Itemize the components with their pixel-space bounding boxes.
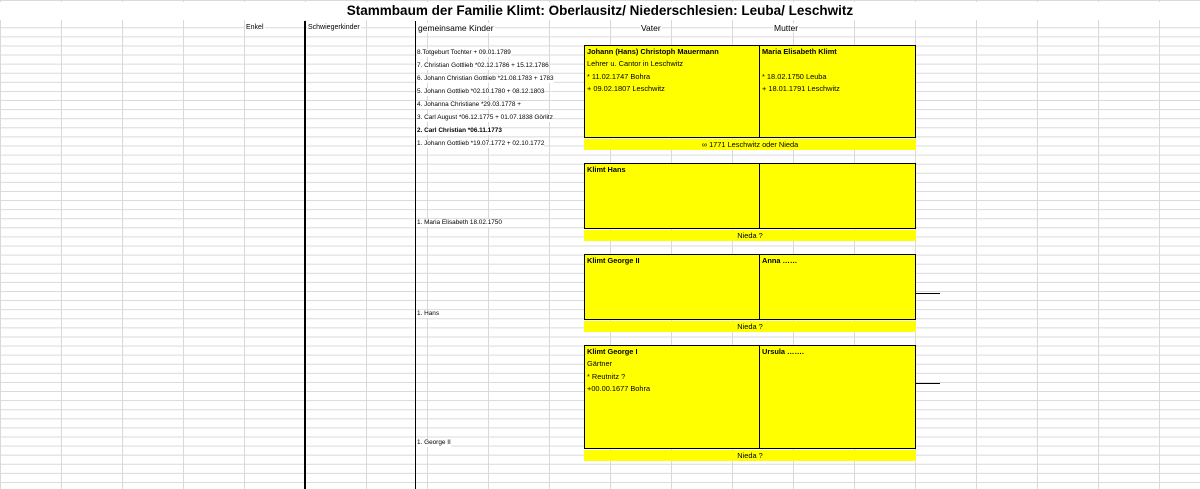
connector-line <box>916 383 940 384</box>
mother-death: + 18.01.1791 Leschwitz <box>762 83 840 93</box>
marriage-bar: Nieda ? <box>584 450 916 461</box>
child-entry: 5. Johann Gottlieb *02.10.1780 + 08.12.1803 <box>417 88 545 95</box>
mother-name: Maria Elisabeth Klimt <box>762 47 837 56</box>
child-entry: 7. Christian Gottlieb *02.12.1786 + 15.12.1786 <box>417 62 549 69</box>
father-death: +00.00.1677 Bohra <box>587 383 651 393</box>
father-death: + 09.02.1807 Leschwitz <box>587 83 665 93</box>
child-entry: 1. George II <box>417 439 451 446</box>
mother-cell <box>760 46 915 137</box>
column-header-kinder: gemeinsame Kinder <box>418 23 494 33</box>
father-birth: * Reutnitz ? <box>587 371 626 381</box>
marriage-bar: ∞ 1771 Leschwitz oder Nieda <box>584 139 916 150</box>
father-detail: Lehrer u. Cantor in Leschwitz <box>587 59 684 69</box>
parents-box <box>584 45 916 138</box>
divider-kinder <box>415 21 416 489</box>
divider-schwiegerkinder <box>304 21 306 489</box>
child-entry: 6. Johann Christian Gottlieb *21.08.1783 + 1783 <box>417 75 554 82</box>
mother-cell <box>760 255 915 319</box>
father-detail: Gärtner <box>587 359 613 369</box>
father-birth: * 11.02.1747 Bohra <box>587 71 651 81</box>
child-entry: 8.Totgeburt Tochter + 09.01.1789 <box>417 49 511 56</box>
mother-birth: * 18.02.1750 Leuba <box>762 71 827 81</box>
mother-name: Anna …… <box>762 256 798 265</box>
child-entry: 1. Hans <box>417 310 440 317</box>
father-name: Klimt George I <box>587 347 638 356</box>
child-entry: 1. Maria Elisabeth 18.02.1750 <box>417 219 502 226</box>
child-entry: 1. Johann Gottlieb *19.07.1772 + 02.10.1772 <box>417 140 545 147</box>
connector-line <box>916 293 940 294</box>
parents-box <box>584 345 916 449</box>
father-cell <box>585 164 760 228</box>
father-cell <box>585 46 760 137</box>
column-header-vater: Vater <box>641 23 661 33</box>
column-header-enkel: Enkel <box>246 24 264 31</box>
parents-box <box>584 163 916 229</box>
father-cell <box>585 346 760 448</box>
page-title: Stammbaum der Familie Klimt: Oberlausitz/ Niederschlesien: Leuba/ Leschwitz <box>0 2 1200 20</box>
father-name: Klimt Hans <box>587 165 626 174</box>
child-entry: 4. Johanna Christiane *29.03.1778 + <box>417 101 521 108</box>
parents-box <box>584 254 916 320</box>
marriage-bar: Nieda ? <box>584 230 916 241</box>
mother-cell <box>760 346 915 448</box>
column-header-schwiegerkinder: Schwiegerkinder <box>308 24 360 31</box>
mother-detail <box>760 58 915 70</box>
column-header-mutter: Mutter <box>774 23 799 33</box>
mother-cell <box>760 164 915 228</box>
child-entry: 2. Carl Christian *06.11.1773 <box>417 127 502 134</box>
father-name: Klimt George II <box>587 256 640 265</box>
child-entry: 3. Carl August *06.12.1775 + 01.07.1838 Görlitz <box>417 114 553 121</box>
father-name: Johann (Hans) Christoph Mauermann <box>587 47 719 56</box>
mother-name: Ursula ……. <box>762 347 804 356</box>
father-cell <box>585 255 760 319</box>
marriage-bar: Nieda ? <box>584 321 916 332</box>
